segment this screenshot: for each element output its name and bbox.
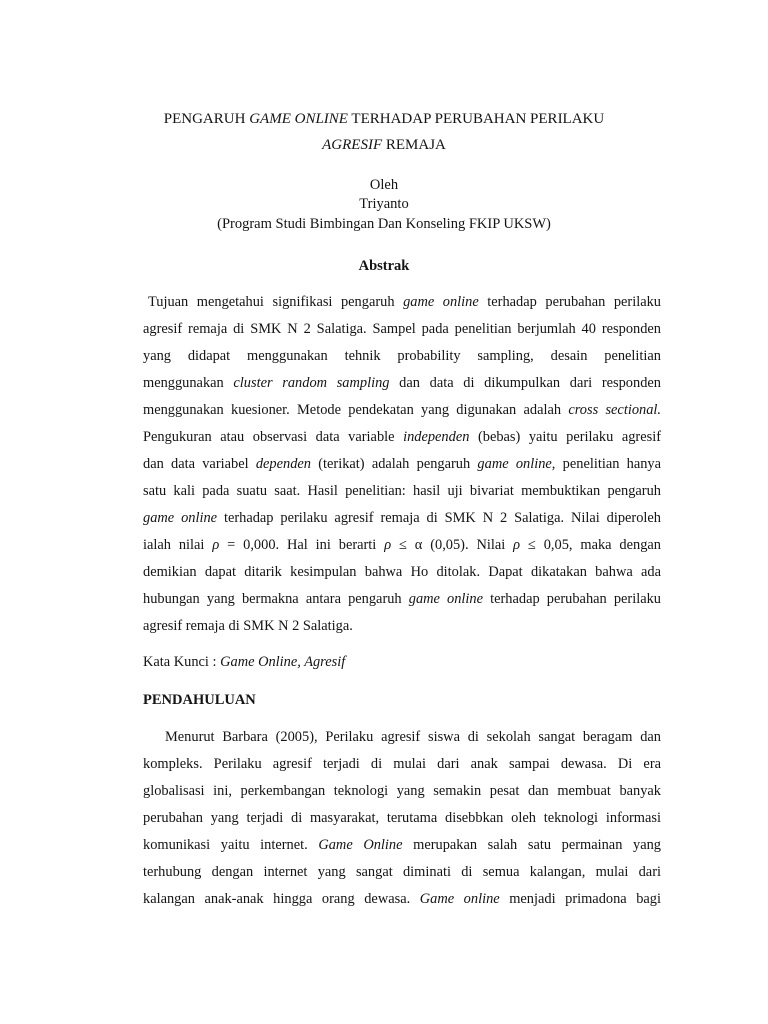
paragraph-line bbox=[143, 859, 661, 886]
line-text: ≤ α (0,05). Nilai bbox=[391, 537, 514, 553]
italic-term: independen bbox=[403, 429, 470, 445]
line-text: Tujuan mengetahui signifikasi pengaruh bbox=[148, 294, 404, 310]
paragraph-line bbox=[143, 505, 661, 532]
line-text: hubungan yang bermakna antara pengaruh bbox=[143, 591, 409, 607]
line-text: terhadap perubahan perilaku bbox=[478, 294, 661, 310]
line-text: agresif remaja di SMK N 2 Salatiga. Sampel pada penelitian berjumlah 40 responden bbox=[143, 321, 661, 337]
byline-oleh: Oleh bbox=[369, 177, 399, 193]
line-text: Pengukuran atau observasi data variable bbox=[143, 429, 404, 445]
title-italic-term: AGRESIF bbox=[322, 137, 383, 153]
line-text: menggunakan bbox=[143, 375, 234, 391]
line-text: (bebas) yaitu perilaku agresif bbox=[469, 429, 662, 445]
italic-term: cluster random sampling bbox=[233, 375, 390, 391]
italic-term: Game Online bbox=[318, 837, 403, 853]
introduction-paragraph bbox=[143, 724, 661, 913]
line-text: menggunakan kuesioner. Metode pendekatan yang digunakan adalah bbox=[143, 402, 569, 418]
paragraph-line bbox=[143, 397, 661, 424]
paragraph-line bbox=[143, 289, 661, 316]
keywords-label: Kata Kunci : bbox=[143, 654, 221, 670]
line-text: terhadap perubahan perilaku bbox=[483, 591, 661, 607]
paragraph-line bbox=[143, 559, 661, 586]
italic-term: ρ bbox=[513, 537, 521, 553]
line-text: kalangan anak-anak hingga orang dewasa. bbox=[143, 891, 420, 907]
abstract-paragraph bbox=[143, 289, 661, 640]
paragraph-line bbox=[143, 532, 661, 559]
line-text: Menurut Barbara (2005), Perilaku agresif siswa di sekolah sangat beragam dan bbox=[165, 729, 661, 745]
line-text: kompleks. Perilaku agresif terjadi di mulai dari anak sampai dewasa. Di era bbox=[143, 756, 661, 772]
italic-term: cross sectional. bbox=[568, 402, 662, 418]
title-line-1 bbox=[100, 110, 668, 129]
paragraph-line bbox=[143, 805, 661, 832]
paragraph-line bbox=[143, 778, 661, 805]
italic-term: game online bbox=[403, 294, 479, 310]
title-italic-term: GAME ONLINE bbox=[249, 111, 348, 127]
line-text: terhubung dengan internet yang sangat diminati di semua kalangan, mulai dari bbox=[143, 864, 661, 880]
line-text: ialah nilai bbox=[143, 537, 213, 553]
section-heading: PENDAHULUAN bbox=[143, 692, 256, 708]
line-text: agresif remaja di SMK N 2 Salatiga. bbox=[143, 618, 353, 634]
paragraph-line bbox=[143, 451, 661, 478]
title-text: TERHADAP PERUBAHAN PERILAKU bbox=[347, 111, 605, 127]
paragraph-line bbox=[143, 751, 661, 778]
title-text: REMAJA bbox=[382, 137, 446, 153]
paragraph-line bbox=[143, 370, 661, 397]
line-text: (terikat) adalah pengaruh bbox=[310, 456, 478, 472]
italic-term: ρ bbox=[212, 537, 220, 553]
line-text: menjadi primadona bagi bbox=[499, 891, 662, 907]
italic-term: game online bbox=[408, 591, 484, 607]
italic-term: game online bbox=[143, 510, 218, 526]
keywords bbox=[143, 652, 345, 672]
line-text: merupakan salah satu permainan yang bbox=[402, 837, 661, 853]
line-text: satu kali pada suatu saat. Hasil penelitian: hasil uji bivariat membuktikan pengaruh bbox=[143, 483, 661, 499]
line-text: globalisasi ini, perkembangan teknologi yang semakin pesat dan membuat banyak bbox=[143, 783, 661, 799]
line-text: demikian dapat ditarik kesimpulan bahwa Ho ditolak. Dapat dikatakan bahwa ada bbox=[143, 564, 661, 580]
line-text: ≤ 0,05, maka dengan bbox=[520, 537, 661, 553]
title-text: PENGARUH bbox=[163, 111, 250, 127]
abstract-heading: Abstrak bbox=[358, 258, 410, 274]
line-text: dan data di dikumpulkan dari responden bbox=[389, 375, 661, 391]
paragraph-line bbox=[143, 343, 661, 370]
line-text: yang didapat menggunakan tehnik probability sampling, desain penelitian bbox=[143, 348, 661, 364]
line-text: perubahan yang terjadi di masyarakat, terutama disebbkan oleh teknologi informasi bbox=[143, 810, 661, 826]
paragraph-line bbox=[143, 832, 661, 859]
line-text: komunikasi yaitu internet. bbox=[143, 837, 319, 853]
paragraph-line bbox=[143, 586, 661, 613]
italic-term: dependen bbox=[255, 456, 311, 472]
author-name: Triyanto bbox=[359, 196, 409, 212]
title-line-2 bbox=[100, 136, 668, 155]
paragraph-line bbox=[143, 613, 661, 640]
line-text: terhadap perilaku agresif remaja di SMK N 2 Salatiga. Nilai diperoleh bbox=[217, 510, 661, 526]
line-text: dan data variabel bbox=[143, 456, 256, 472]
paragraph-line bbox=[143, 316, 661, 343]
author-affiliation: (Program Studi Bimbingan Dan Konseling FKIP UKSW) bbox=[217, 216, 551, 232]
paragraph-line bbox=[143, 424, 661, 451]
italic-term: Game online bbox=[419, 891, 500, 907]
paragraph-line bbox=[143, 724, 661, 751]
paragraph-line bbox=[143, 886, 661, 913]
italic-term: ρ bbox=[384, 537, 392, 553]
line-text: penelitian hanya bbox=[555, 456, 662, 472]
line-text: = 0,000. Hal ini berarti bbox=[219, 537, 385, 553]
keywords-value: Game Online, Agresif bbox=[220, 654, 346, 670]
paragraph-line bbox=[143, 478, 661, 505]
italic-term: game online, bbox=[477, 456, 556, 472]
